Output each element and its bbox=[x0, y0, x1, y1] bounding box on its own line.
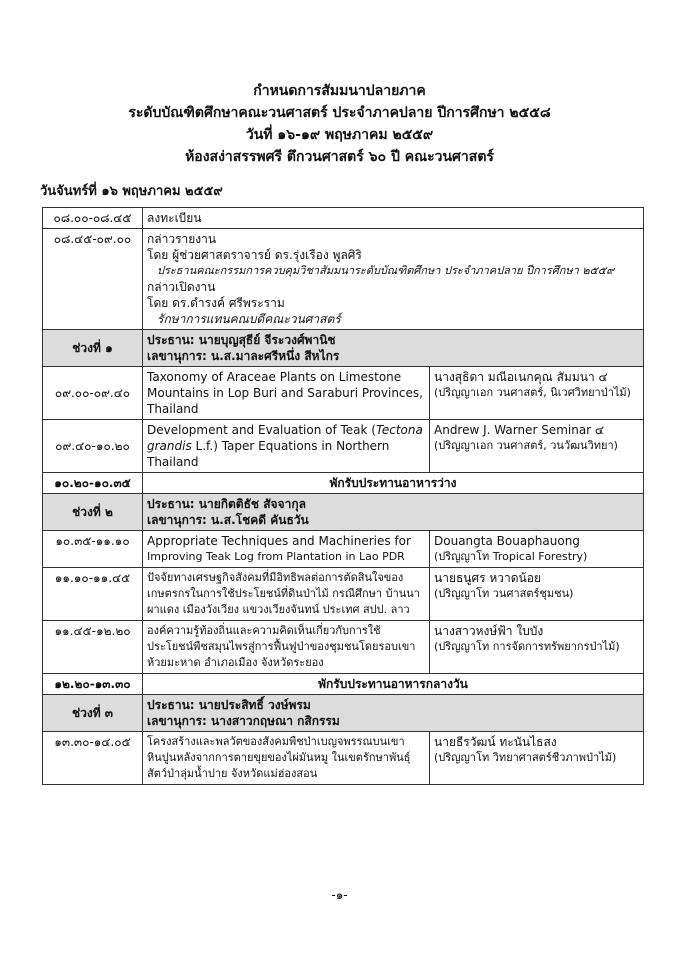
speaker-degree: (ปริญญาโท Tropical Forestry) bbox=[434, 550, 588, 563]
time-cell: ๐๘.๔๕-๐๙.๐๐ bbox=[43, 229, 143, 330]
title-text: Development and Evaluation of Teak ( bbox=[147, 423, 376, 437]
header-venue: ห้องสง่าสรรพศรี ตึกวนศาสตร์ ๖๐ ปี คณะวนศาสตร์ bbox=[185, 149, 494, 165]
session-chair: ประธาน: นายกิตติธัช สัจจากุล bbox=[147, 497, 306, 511]
title-text: L.f.) Taper Equations in Northern Thailand bbox=[147, 439, 390, 469]
talk-title bbox=[143, 531, 430, 568]
table-row-opening bbox=[43, 229, 644, 330]
header-title: กำหนดการสัมมนาปลายภาค bbox=[253, 83, 426, 99]
title-line: Thailand bbox=[147, 402, 199, 416]
speaker-degree: (ปริญญาโท การจัดการทรัพยากรป่าไม้) bbox=[434, 640, 620, 653]
table-row-talk-5 bbox=[43, 621, 644, 674]
speaker-degree: (ปริญญาโท วิทยาศาสตร์ชีวภาพป่าไม้) bbox=[434, 751, 617, 764]
time-cell: ๑๒.๒๐-๑๓.๓๐ bbox=[43, 674, 143, 695]
title-line: Mountains in Lop Buri and Saraburi Provinces, bbox=[147, 386, 423, 400]
speaker-cell bbox=[430, 568, 644, 621]
speaker-cell bbox=[430, 367, 644, 420]
scientific-name: grandis bbox=[147, 439, 192, 453]
session-label: ช่วงที่ ๓ bbox=[43, 695, 143, 732]
table-row-talk-6 bbox=[43, 732, 644, 785]
time-cell: ๐๙.๐๐-๐๙.๔๐ bbox=[43, 367, 143, 420]
speaker-degree: (ปริญญาเอก วนศาสตร์, วนวัฒนวิทยา) bbox=[434, 439, 618, 452]
session-row-3 bbox=[43, 695, 644, 732]
speaker-name: นายธีรวัฒน์ ทะนันไธสง bbox=[434, 735, 557, 749]
talk-title bbox=[143, 420, 430, 473]
open-label: กล่าวเปิดงาน bbox=[147, 280, 216, 294]
time-cell: ๑๑.๔๕-๑๒.๒๐ bbox=[43, 621, 143, 674]
speaker-cell bbox=[430, 420, 644, 473]
table-row-talk-4 bbox=[43, 568, 644, 621]
session-info bbox=[143, 494, 644, 531]
talk-title bbox=[143, 732, 430, 785]
break-title: พักรับประทานอาหารว่าง bbox=[143, 473, 644, 494]
table-row-talk-1 bbox=[43, 367, 644, 420]
speaker-cell bbox=[430, 531, 644, 568]
speaker-degree: (ปริญญาโท วนศาสตร์ชุมชน) bbox=[434, 587, 574, 600]
title-line: ผาแดง เมืองวังเวียง แขวงเวียงจันทน์ ประเทศ สปป. ลาว bbox=[147, 603, 410, 616]
session-row-1 bbox=[43, 330, 644, 367]
time-cell: ๑๐.๓๕-๑๑.๑๐ bbox=[43, 531, 143, 568]
speaker-name: นางสาวหงษ์ฟ้า ใบบัง bbox=[434, 624, 544, 638]
report-by: โดย ผู้ช่วยศาสตราจารย์ ดร.รุ่งเรือง พูลศิริ bbox=[147, 248, 362, 262]
title-line: Appropriate Techniques and Machineries for bbox=[147, 534, 411, 548]
title-line: องค์ความรู้ท้องถิ่นและความคิดเห็นเกี่ยวกับการใช้ bbox=[147, 624, 381, 637]
talk-title bbox=[143, 568, 430, 621]
open-by: โดย ดร.ดำรงค์ ศรีพระราม bbox=[147, 296, 285, 310]
time-cell: ๑๑.๑๐-๑๑.๔๕ bbox=[43, 568, 143, 621]
session-chair: ประธาน: นายบุญสุธีย์ จีระวงศ์พานิช bbox=[147, 333, 336, 347]
header-subtitle: ระดับบัณฑิตศึกษาคณะวนศาสตร์ ประจำภาคปลาย ปีการศึกษา ๒๕๕๘ bbox=[128, 105, 551, 121]
table-row-talk-3 bbox=[43, 531, 644, 568]
speaker-cell bbox=[430, 732, 644, 785]
session-info bbox=[143, 330, 644, 367]
title-line: ประโยชน์พืชสมุนไพรสู่การฟื้นฟูป่าของชุมชนโดยรอบเขา bbox=[147, 640, 416, 653]
activity-cell: ลงทะเบียน bbox=[143, 208, 644, 229]
talk-title bbox=[143, 367, 430, 420]
header-dates: วันที่ ๑๖-๑๙ พฤษภาคม ๒๕๕๙ bbox=[245, 127, 434, 143]
table-row-talk-2 bbox=[43, 420, 644, 473]
open-role: รักษาการแทนคณบดีคณะวนศาสตร์ bbox=[157, 312, 341, 326]
speaker-name: Andrew J. Warner Seminar ๔ bbox=[434, 423, 605, 437]
session-secretary: เลขานุการ: น.ส.มาละศรีหนึ่ง สีหไกร bbox=[147, 349, 340, 363]
opening-cell bbox=[143, 229, 644, 330]
report-label: กล่าวรายงาน bbox=[147, 232, 217, 246]
session-info bbox=[143, 695, 644, 732]
session-label: ช่วงที่ ๑ bbox=[43, 330, 143, 367]
time-cell: ๑๐.๒๐-๑๐.๓๕ bbox=[43, 473, 143, 494]
break-row-1 bbox=[43, 473, 644, 494]
title-line: หินปูนหลังจากการตายขุยของไผ่มันหมู ในเขตรักษาพันธุ์ bbox=[147, 751, 411, 764]
break-title: พักรับประทานอาหารกลางวัน bbox=[143, 674, 644, 695]
session-secretary: เลขานุการ: น.ส.โชคดี คันธวัน bbox=[147, 513, 309, 527]
table-row-registration bbox=[43, 208, 644, 229]
speaker-name: Douangta Bouaphauong bbox=[434, 534, 580, 548]
page-number: -๑- bbox=[331, 888, 348, 902]
document-header bbox=[0, 80, 679, 168]
talk-title bbox=[143, 621, 430, 674]
scientific-name: Tectona bbox=[375, 423, 423, 437]
time-cell: ๐๘.๐๐-๐๘.๔๕ bbox=[43, 208, 143, 229]
break-row-2 bbox=[43, 674, 644, 695]
session-label: ช่วงที่ ๒ bbox=[43, 494, 143, 531]
title-line: Improving Teak Log from Plantation in Lao PDR bbox=[147, 550, 405, 563]
title-line: ห้วยมะหาด อำเภอเมือง จังหวัดระยอง bbox=[147, 656, 324, 669]
time-cell: ๑๓.๓๐-๑๔.๐๕ bbox=[43, 732, 143, 785]
title-line: สัตว์ป่าลุ่มน้ำปาย จังหวัดแม่ฮ่องสอน bbox=[147, 767, 318, 780]
session-row-2 bbox=[43, 494, 644, 531]
title-line: ปัจจัยทางเศรษฐกิจสังคมที่มีอิทธิพลต่อการตัดสินใจของ bbox=[147, 571, 404, 584]
schedule-table bbox=[42, 207, 644, 785]
title-line: Taxonomy of Araceae Plants on Limestone bbox=[147, 370, 402, 384]
speaker-name: นางสุธิดา มณีอเนกคุณ สัมมนา ๔ bbox=[434, 370, 608, 384]
speaker-degree: (ปริญญาเอก วนศาสตร์, นิเวศวิทยาป่าไม้) bbox=[434, 386, 631, 399]
report-role: ประธานคณะกรรมการควบคุมวิชาสัมมนาระดับบัณฑิตศึกษา ประจำภาคปลาย ปีการศึกษา ๒๕๕๙ bbox=[157, 264, 615, 277]
session-secretary: เลขานุการ: นางสาวกฤษณา กสิกรรม bbox=[147, 714, 340, 728]
title-line: โครงสร้างและพลวัตของสังคมพืชป่าเบญจพรรณบนเขา bbox=[147, 735, 405, 748]
day-heading: วันจันทร์ที่ ๑๖ พฤษภาคม ๒๕๕๙ bbox=[40, 184, 223, 199]
speaker-name: นายธนูศร หวาดน้อย bbox=[434, 571, 541, 585]
session-chair: ประธาน: นายประสิทธิ์ วงษ์พรม bbox=[147, 698, 311, 712]
time-cell: ๐๙.๔๐-๑๐.๒๐ bbox=[43, 420, 143, 473]
speaker-cell bbox=[430, 621, 644, 674]
title-line: เกษตรกรในการใช้ประโยชน์ที่ดินป่าไม้ กรณีศึกษา บ้านนา bbox=[147, 587, 420, 600]
